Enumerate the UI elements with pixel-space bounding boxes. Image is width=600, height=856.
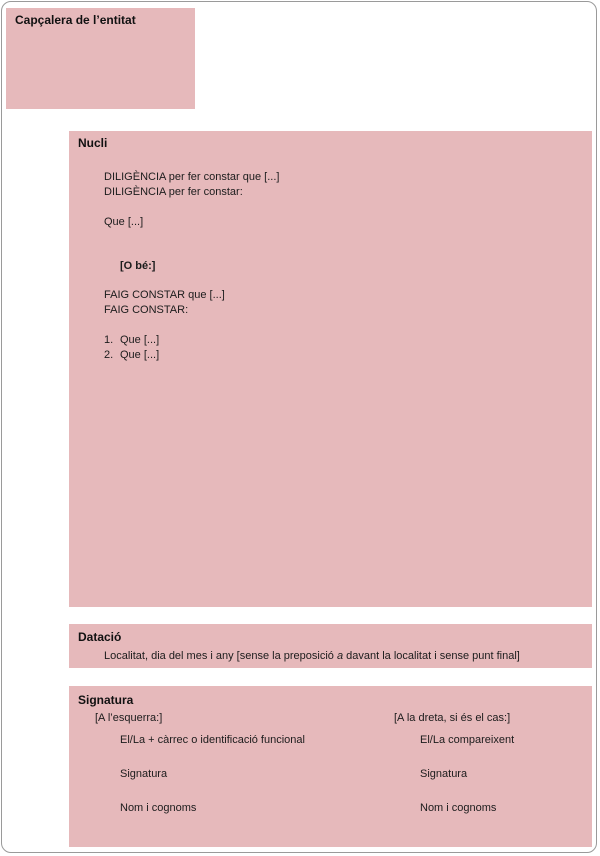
signatura-left-heading: [A l’esquerra:] — [95, 712, 163, 724]
signatura-section — [69, 686, 592, 847]
datacio-text-emphasis: a — [336, 650, 344, 662]
nucli-list-number: 2. — [104, 349, 114, 361]
nucli-list-item: Que [...] — [120, 334, 160, 346]
signatura-right-role: El/La compareixent — [420, 734, 515, 746]
signatura-title: Signatura — [78, 693, 134, 707]
datacio-text-part: davant la localitat i sense punt final] — [343, 650, 520, 662]
nucli-section — [69, 131, 592, 607]
nucli-list-number: 1. — [104, 334, 114, 346]
nucli-line-1: DILIGÈNCIA per fer constar que [...] — [104, 171, 280, 183]
datacio-section — [69, 624, 592, 668]
signatura-left-role: El/La + càrrec o identificació funcional — [120, 734, 305, 746]
signatura-left-name: Nom i cognoms — [120, 802, 197, 814]
nucli-line-4: FAIG CONSTAR que [...] — [104, 289, 225, 301]
signatura-right-name: Nom i cognoms — [420, 802, 497, 814]
nucli-line-2: DILIGÈNCIA per fer constar: — [104, 186, 243, 198]
datacio-text — [104, 650, 520, 662]
nucli-list-item: Que [...] — [120, 349, 160, 361]
signatura-left-signature: Signatura — [120, 768, 168, 780]
signatura-right-signature: Signatura — [420, 768, 468, 780]
datacio-text-part: Localitat, dia del mes i any [sense la preposició — [104, 650, 337, 662]
signatura-right-heading: [A la dreta, si és el cas:] — [394, 712, 511, 724]
nucli-alternative-label: [O bé:] — [120, 260, 156, 272]
entity-header-title: Capçalera de l’entitat — [15, 13, 136, 27]
entity-header-box — [6, 8, 195, 109]
datacio-title: Datació — [78, 630, 122, 644]
nucli-title: Nucli — [78, 136, 108, 150]
nucli-line-3: Que [...] — [104, 216, 144, 228]
nucli-line-5: FAIG CONSTAR: — [104, 304, 189, 316]
